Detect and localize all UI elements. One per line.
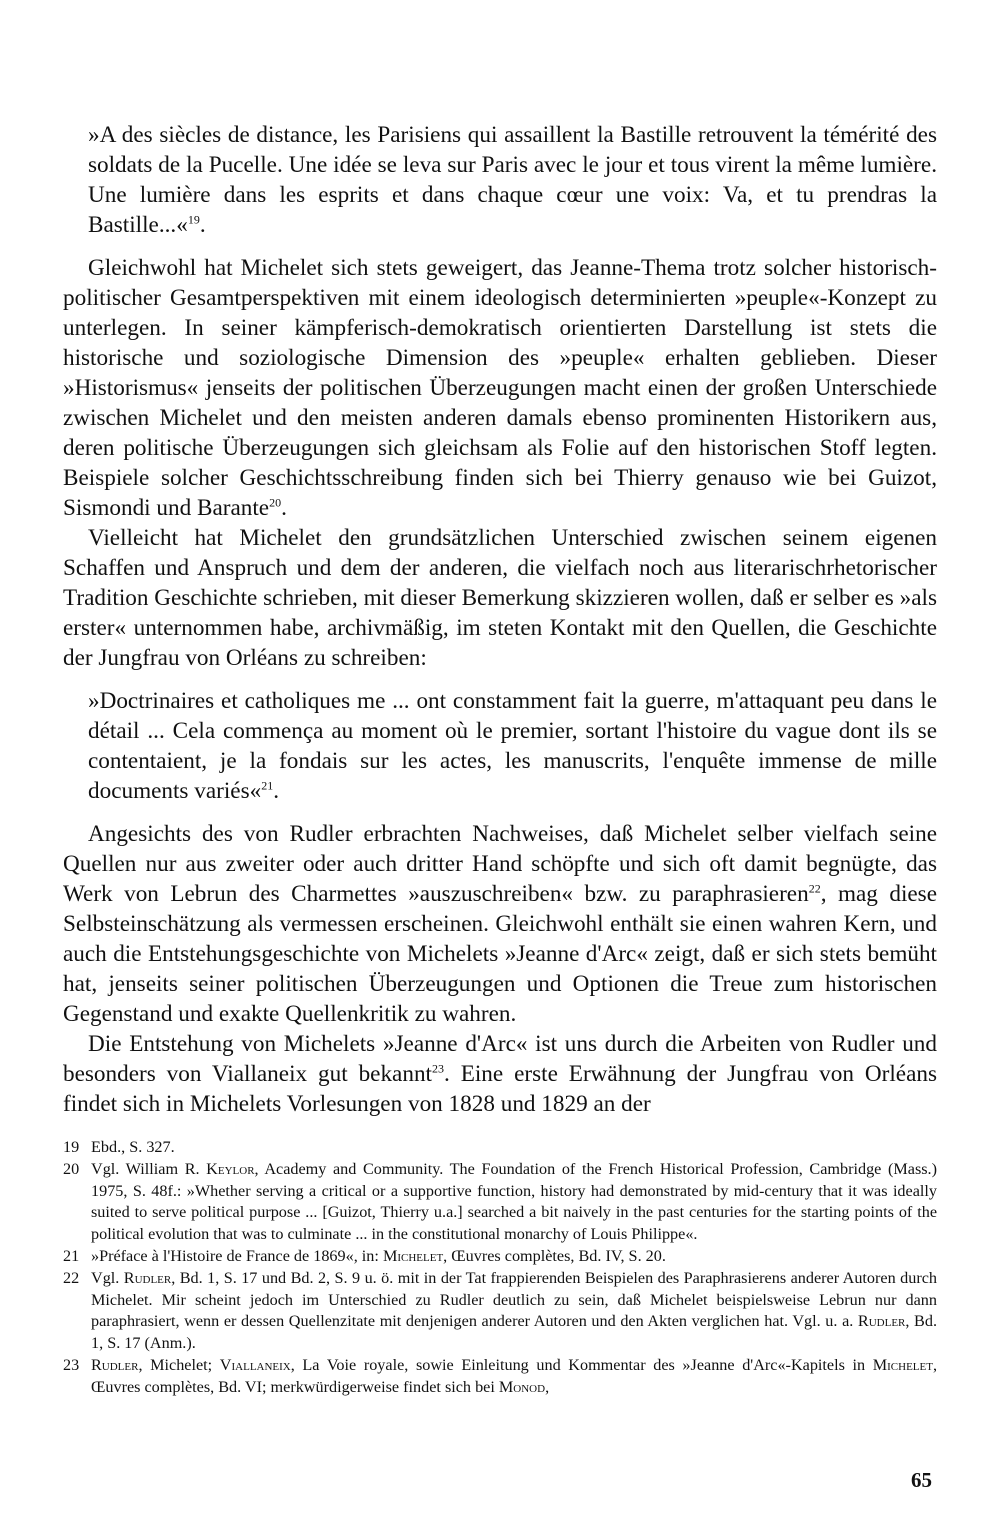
main-text [63,120,937,1119]
footnote-20: 20 Vgl. William R. Keylor, Academy and Community. The Foundation of the French Historical Profession, Cambridge (Mass.) 1975, S. 48f.: »Whether serving a critical or a supportive function, history had demonstrated by mid-century that it was ideally suited to serve political purpose ... [Guizot, Thierry u.a.] searched a bit naively in the past centuries for the starting points of the political evolution that was to culminate ... in the constitutional monarchy of Louis Philippe«. [63,1160,937,1243]
quote-paragraph-1: »A des siècles de distance, les Parisiens qui assaillent la Bastille retrouvent la témérité des soldats de la Pucelle. Une idée se leva sur Paris avec le jour et tous virent la même lumière. Une lumière dans les esprits et dans chaque cœur une voix: Va, et tu prendras la Bastille...«$^{19}$. [88,122,937,238]
paragraph-gleichwohl: Gleichwohl hat Michelet sich stets geweigert, das Jeanne-Thema trotz solcher historisch-politischer Gesamtperspektiven mit einem ideologisch determinierten »peuple«-Konzept zu unterlegen. In seiner kämpferisch-demokratisch orientierten Darstellung ist stets die historische und soziologische Dimension des »peuple« erhalten geblieben. Dieser »Historismus« jenseits der politischen Überzeugungen macht einen der großen Unterschiede zwischen Michelet und den meisten anderen damals ebenso prominenten Historikern aus, deren politische Überzeugungen sich gleichsam als Folie auf den historischen Stoff legten. Beispiele solcher Geschichtsschreibung finden sich bei Thierry genauso wie bei Guizot, Sismondi und Barante$^{20}$. [63,255,937,521]
author-name: Keylor [206,1160,255,1179]
paragraph-angesichts: Angesichts des von Rudler erbrachten Nachweises, daß Michelet selber vielfach seine Quellen nur aus zweiter oder auch dritter Hand schöpfte und sich oft damit begnügte, das Werk von Lebrun des Charmettes »auszuschreiben« bzw. zu paraphrasieren$^{22}$, mag diese Selbsteinschätzung als vermessen erscheinen. Gleichwohl enthält sie einen wahren Kern, und auch die Entstehungsgeschichte von Michelets »Jeanne d'Arc« zeigt, daß er sich stets bemüht hat, jenseits seiner politischen Überzeugungen und Optionen die Treue zum historischen Gegenstand und exakte Quellenkritik zu wahren. [63,821,937,1027]
footnote-22: 22 Vgl. Rudler, Bd. 1, S. 17 und Bd. 2, S. 9 u. ö. mit in der Tat frappierenden Beispielen des Paraphrasierens anderer Autoren durch Michelet. Mir scheint jedoch im Unterschied zu Rudler deutlich zu sein, daß Michelet beispielsweise Lebrun nur dann paraphrasiert, wenn er dessen Quellenzitate mit denjenigen anderer Autoren und den Akten verglichen hat. Vgl. u. a. Rudler, Bd. 1, S. 17 (Anm.). [63,1269,937,1352]
author-name: Rudler [91,1355,139,1374]
footnote-number: 22 [63,1269,80,1288]
footnote-23: 23 Rudler, Michelet; Viallaneix, La Voie royale, sowie Einleitung und Kommentar des »Jeanne d'Arc«-Kapitels in Michelet, Œuvres complètes, Bd. VI; merkwürdigerweise findet sich bei Monod, [63,1355,937,1396]
author-name: Rudler [123,1269,172,1288]
footnote-ref-20[interactable]: 20 [269,495,282,510]
author-name: Michelet [872,1355,933,1374]
author-name: Rudler [857,1312,906,1331]
footnote-number: 20 [63,1160,80,1179]
author-name: Viallaneix [219,1355,291,1374]
footnotes [63,1137,937,1399]
paragraph-entstehung: Die Entstehung von Michelets »Jeanne d'Arc« ist uns durch die Arbeiten von Rudler und besonders von Viallaneix gut bekannt$^{23}$. Eine erste Erwähnung der Jungfrau von Orléans findet sich in Michelets Vorlesungen von 1828 und 1829 an der [63,1031,937,1117]
quote-paragraph-2: »Doctrinaires et catholiques me ... ont constamment fait la guerre, m'attaquant peu dans le détail ... Cela commença au moment où le premier, sortant l'histoire du vague dont ils se contentaient, je la fondais sur les actes, les manuscrits, l'enquête immense de mille documents variés«$^{21}$. [88,688,937,804]
page-number: 65 [911,1468,932,1492]
footnote-19: 19 Ebd., S. 327. [63,1137,937,1159]
footnote-ref-23[interactable]: 23 [431,1061,444,1076]
footnote-ref-22[interactable]: 22 [808,881,821,896]
footnote-number: 21 [63,1246,80,1265]
author-name: Monod [498,1377,546,1396]
footnote-21: 21 »Préface à l'Histoire de France de 1869«, in: Michelet, Œuvres complètes, Bd. IV, S. 20. [63,1246,937,1268]
paragraph-vielleicht: Vielleicht hat Michelet den grundsätzlichen Unterschied zwischen seinem eigenen Schaffen und Anspruch und dem der anderen, die vielfach noch aus literarischrhetorischer Tradition Geschichte schrieben, mit dieser Bemerkung skizzieren wollen, daß er selber es »als erster« unternommen habe, archivmäßig, im steten Kontakt mit den Quellen, die Geschichte der Jungfrau von Orléans zu schreiben: [63,525,937,671]
footnote-number: 19 [63,1138,80,1156]
footnote-ref-21[interactable]: 21 [261,778,274,793]
author-name: Michelet [382,1246,444,1265]
footnote-ref-19[interactable]: 19 [187,212,200,227]
footnote-number: 23 [63,1355,80,1374]
